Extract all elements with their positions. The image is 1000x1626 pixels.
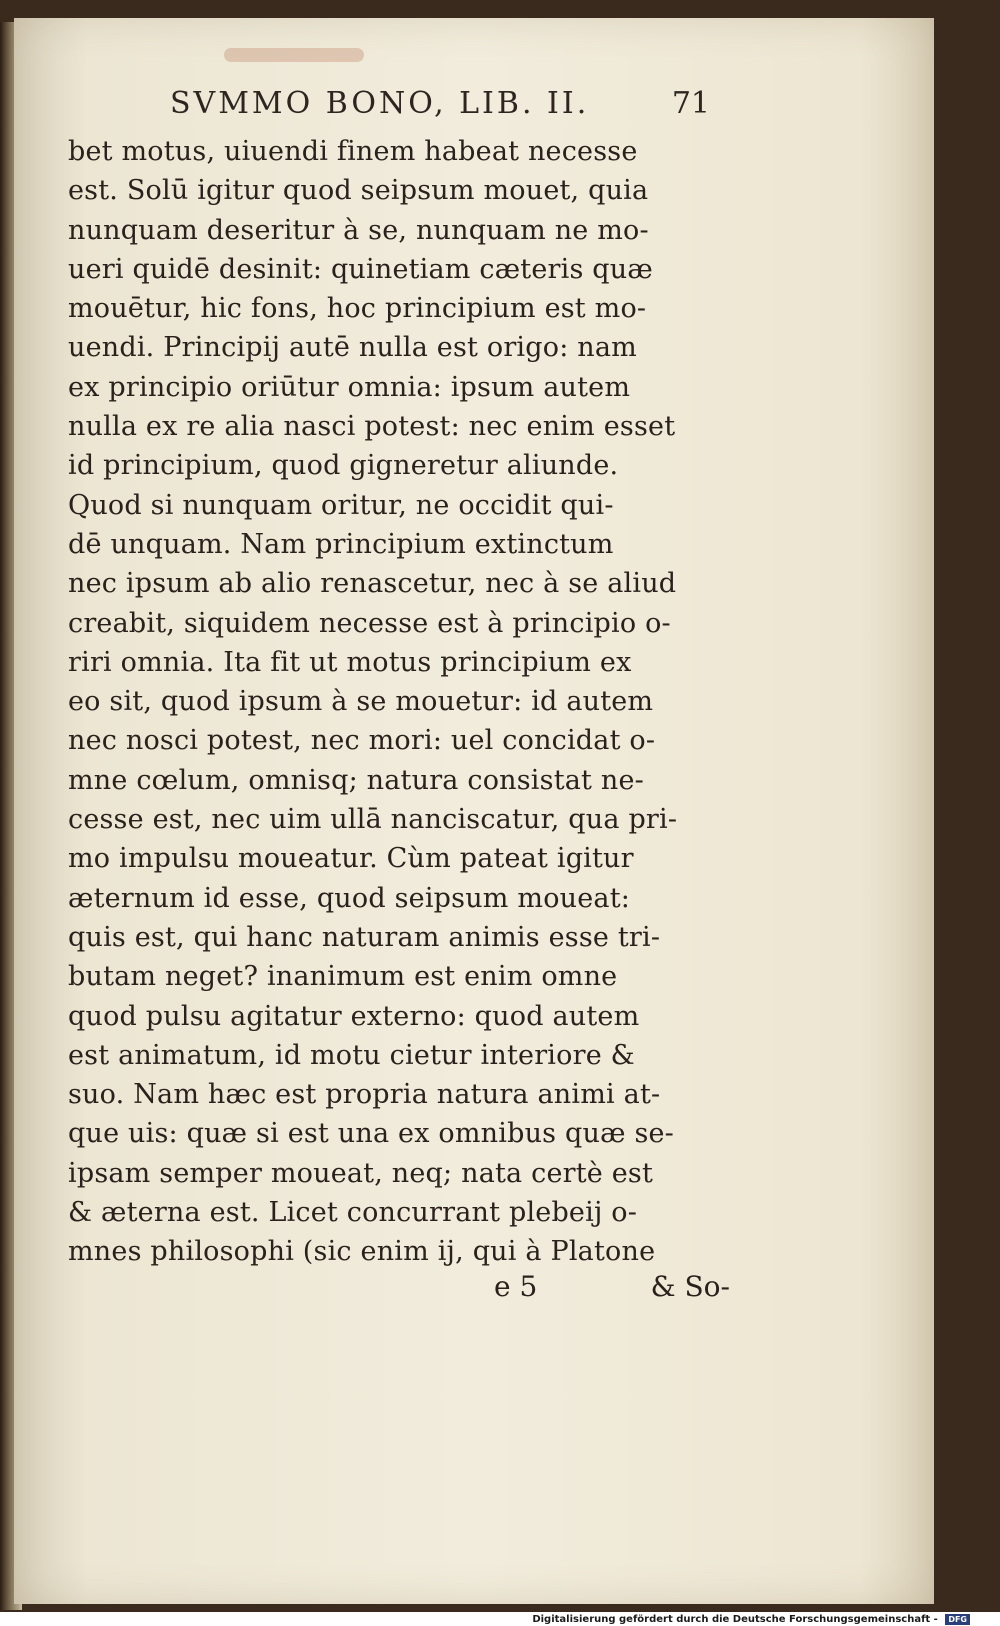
text-line: quod pulsu agitatur externo: quod autem: [68, 1000, 640, 1032]
dfg-logo-icon: DFG: [945, 1614, 970, 1625]
text-line: ex principio oriūtur omnia: ipsum autem: [68, 371, 631, 403]
text-line: nec ipsum ab alio renascetur, nec à se aliud: [68, 568, 677, 600]
text-line: nunquam deseritur à se, nunquam ne mo-: [68, 214, 649, 246]
text-line: riri omnia. Ita fit ut motus principium ex: [68, 646, 632, 678]
text-line: mouētur, hic fons, hoc principium est mo-: [68, 293, 647, 325]
text-line: est animatum, id motu cietur interiore &: [68, 1039, 635, 1071]
text-line: nulla ex re alia nasci potest: nec enim esset: [68, 411, 676, 443]
text-line: Quod si nunquam oritur, ne occidit qui-: [68, 489, 614, 521]
text-line: creabit, siquidem necesse est à principio o-: [68, 607, 671, 639]
text-line: que uis: quæ si est una ex omnibus quæ se-: [68, 1118, 674, 1150]
text-line: nec nosci potest, nec mori: uel concidat o-: [68, 725, 656, 757]
running-head-title: SVMMO BONO, LIB. II.: [170, 86, 590, 121]
text-line: mo impulsu moueatur. Cùm pateat igitur: [68, 843, 634, 875]
page-number: 71: [671, 86, 710, 121]
text-line: quis est, qui hanc naturam animis esse tri-: [68, 921, 661, 953]
text-line: est. Solū igitur quod seipsum mouet, quia: [68, 175, 649, 207]
text-line: suo. Nam hæc est propria natura animi at-: [68, 1079, 661, 1111]
text-line: butam neget? inanimum est enim omne: [68, 961, 618, 993]
text-line: uendi. Principij autē nulla est origo: nam: [68, 332, 637, 364]
text-line: eo sit, quod ipsum à se mouetur: id autem: [68, 686, 654, 718]
text-line: mnes philosophi (sic enim ij, qui à Platone: [68, 1236, 656, 1268]
text-line: æternum id esse, quod seipsum moueat:: [68, 882, 631, 914]
signature-mark: e 5: [494, 1270, 538, 1303]
text-line: mne cœlum, omnisq; natura consistat ne-: [68, 764, 644, 796]
text-line: ipsam semper moueat, neq; nata certè est: [68, 1157, 654, 1189]
text-line: & æterna est. Licet concurrant plebeij o-: [68, 1197, 638, 1229]
text-line: dē unquam. Nam principium extinctum: [68, 528, 614, 560]
text-line: cesse est, nec uim ullā nanciscatur, qua pri-: [68, 804, 678, 836]
text-line: ueri quidē desinit: quinetiam cæteris quæ: [68, 253, 653, 285]
text-line: id principium, quod gigneretur aliunde.: [68, 450, 619, 482]
page-catch-line: [470, 1270, 730, 1310]
digitization-credit: [532, 1613, 970, 1626]
catchword: & So-: [650, 1270, 730, 1303]
credit-text: Digitalisierung gefördert durch die Deutsche Forschungsgemeinschaft -: [532, 1614, 938, 1625]
page-stain: [224, 48, 364, 62]
text-line: bet motus, uiuendi finem habeat necesse: [68, 136, 638, 167]
running-head: [150, 82, 710, 132]
body-text: [68, 132, 728, 1272]
